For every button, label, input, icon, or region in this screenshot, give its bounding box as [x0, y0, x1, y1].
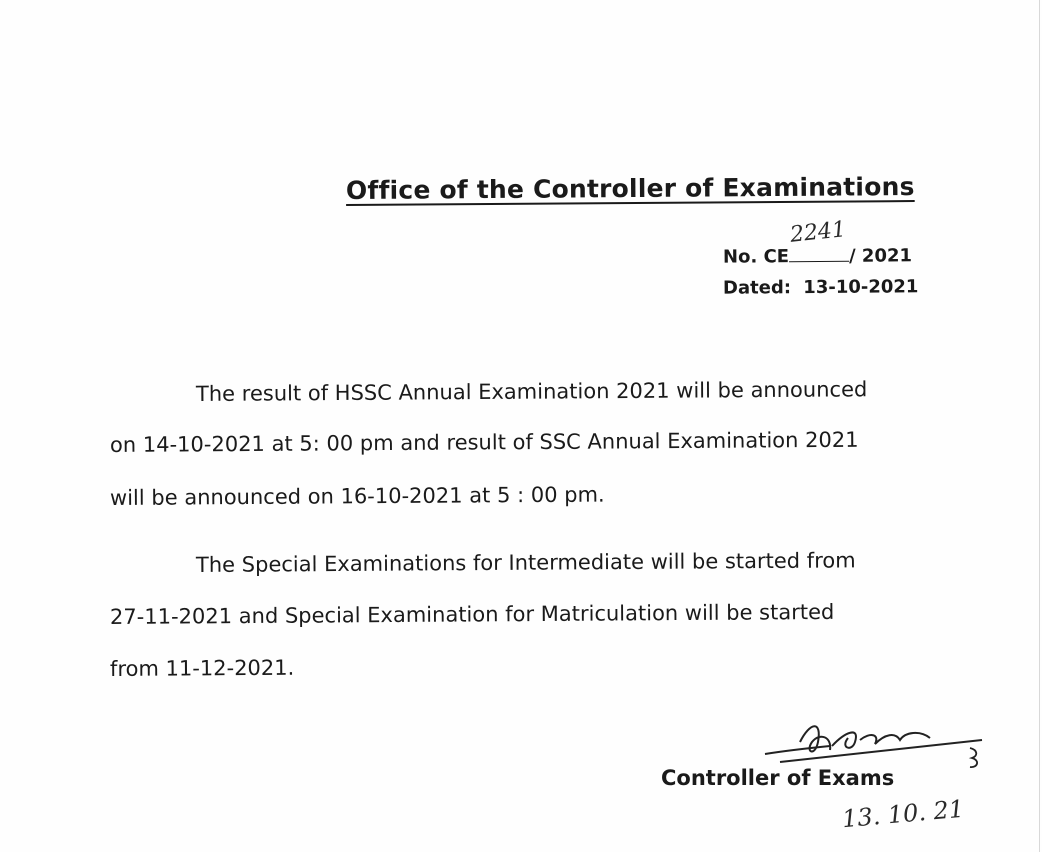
- signature-date-handwritten: 13. 10. 21: [841, 794, 966, 834]
- page-edge: [1039, 0, 1040, 852]
- paragraph-line: on 14-10-2021 at 5: 00 pm and result of SSC Annual Examination 2021: [109, 427, 859, 457]
- paragraph-line: The result of HSSC Annual Examination 2021 will be announced: [195, 377, 868, 406]
- paragraph-line: from 11-12-2021.: [109, 655, 295, 681]
- reference-number-handwritten: 2241: [788, 217, 848, 248]
- dated-line: [723, 276, 919, 298]
- office-heading: Office of the Controller of Examinations: [345, 172, 915, 205]
- reference-prefix: No. CE: [722, 246, 790, 268]
- reference-suffix: / 2021: [848, 245, 913, 267]
- reference-number: [723, 245, 912, 267]
- paragraph-line: The Special Examinations for Intermediate will be started from: [195, 548, 856, 577]
- paragraph-line: 27-11-2021 and Special Examination for Matriculation will be started: [109, 599, 835, 629]
- dated-value: 13-10-2021: [803, 276, 919, 299]
- dated-label: Dated:: [722, 277, 792, 299]
- signatory-title: Controller of Exams: [661, 766, 895, 790]
- reference-blank-line: [789, 247, 849, 262]
- paragraph-line: will be announced on 16-10-2021 at 5 : 00 pm.: [109, 482, 605, 510]
